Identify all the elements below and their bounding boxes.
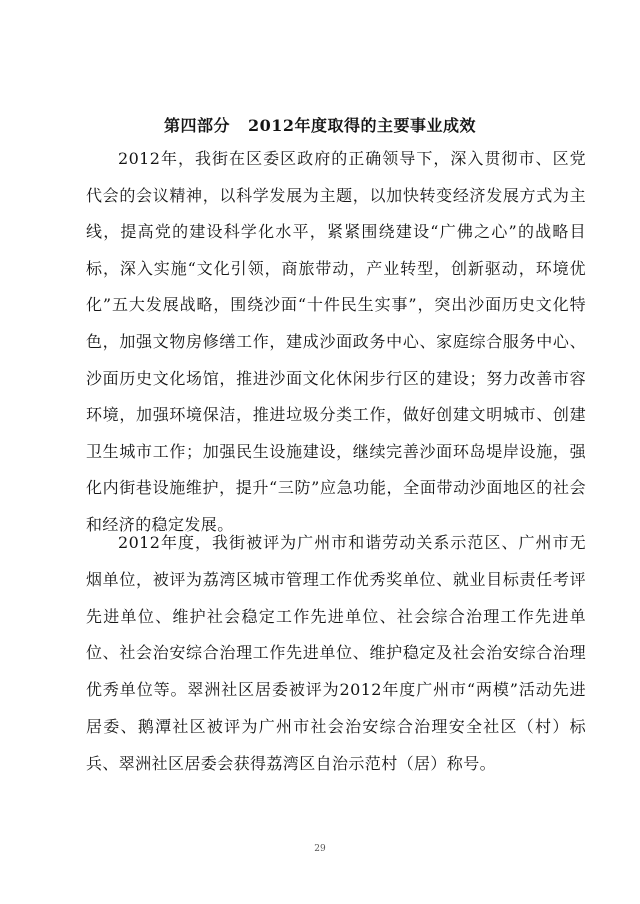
- paragraph-achievements-summary: 2012年，我街在区委区政府的正确领导下，深入贯彻市、区党代会的会议精神，以科学发展为主题，以加快转变经济发展方式为主线，提高党的建设科学化水平，紧紧围绕建设“广佛之心”的战略目标，深入实施“文化引领，商旅带动，产业转型，创新驱动，环境优化”五大发展战略，围绕沙面“十件民生实事”，突出沙面历史文化特色，加强文物房修缮工作，建成沙面政务中心、家庭综合服务中心、沙面历史文化场馆，推进沙面文化休闲步行区的建设；努力改善市容环境，加强环境保洁，推进垃圾分类工作，做好创建文明城市、创建卫生城市工作；加强民生设施建设，继续完善沙面环岛堤岸设施，强化内街巷设施维护，提升“三防”应急功能，全面带动沙面地区的社会和经济的稳定发展。: [86, 149, 586, 534]
- section-part-label: 第四部分: [163, 116, 230, 135]
- paragraph-awards: 2012年度，我街被评为广州市和谐劳动关系示范区、广州市无烟单位，被评为荔湾区城市管理工作优秀奖单位、就业目标责任考评先进单位、维护社会稳定工作先进单位、社会综合治理工作先进单位、社会治安综合治理工作先进单位、维护稳定及社会治安综合治理优秀单位等。翠洲社区居委被评为2012年度广州市“两模”活动先进居委、鹅潭社区被评为广州市社会治安综合治理安全社区（村）标兵、翠洲社区居委会获得荔湾区自治示范村（居）称号。: [86, 533, 586, 773]
- section-heading: [0, 114, 640, 138]
- page-number: 29: [314, 844, 326, 854]
- section-title: 2012年度取得的主要事业成效: [247, 116, 477, 135]
